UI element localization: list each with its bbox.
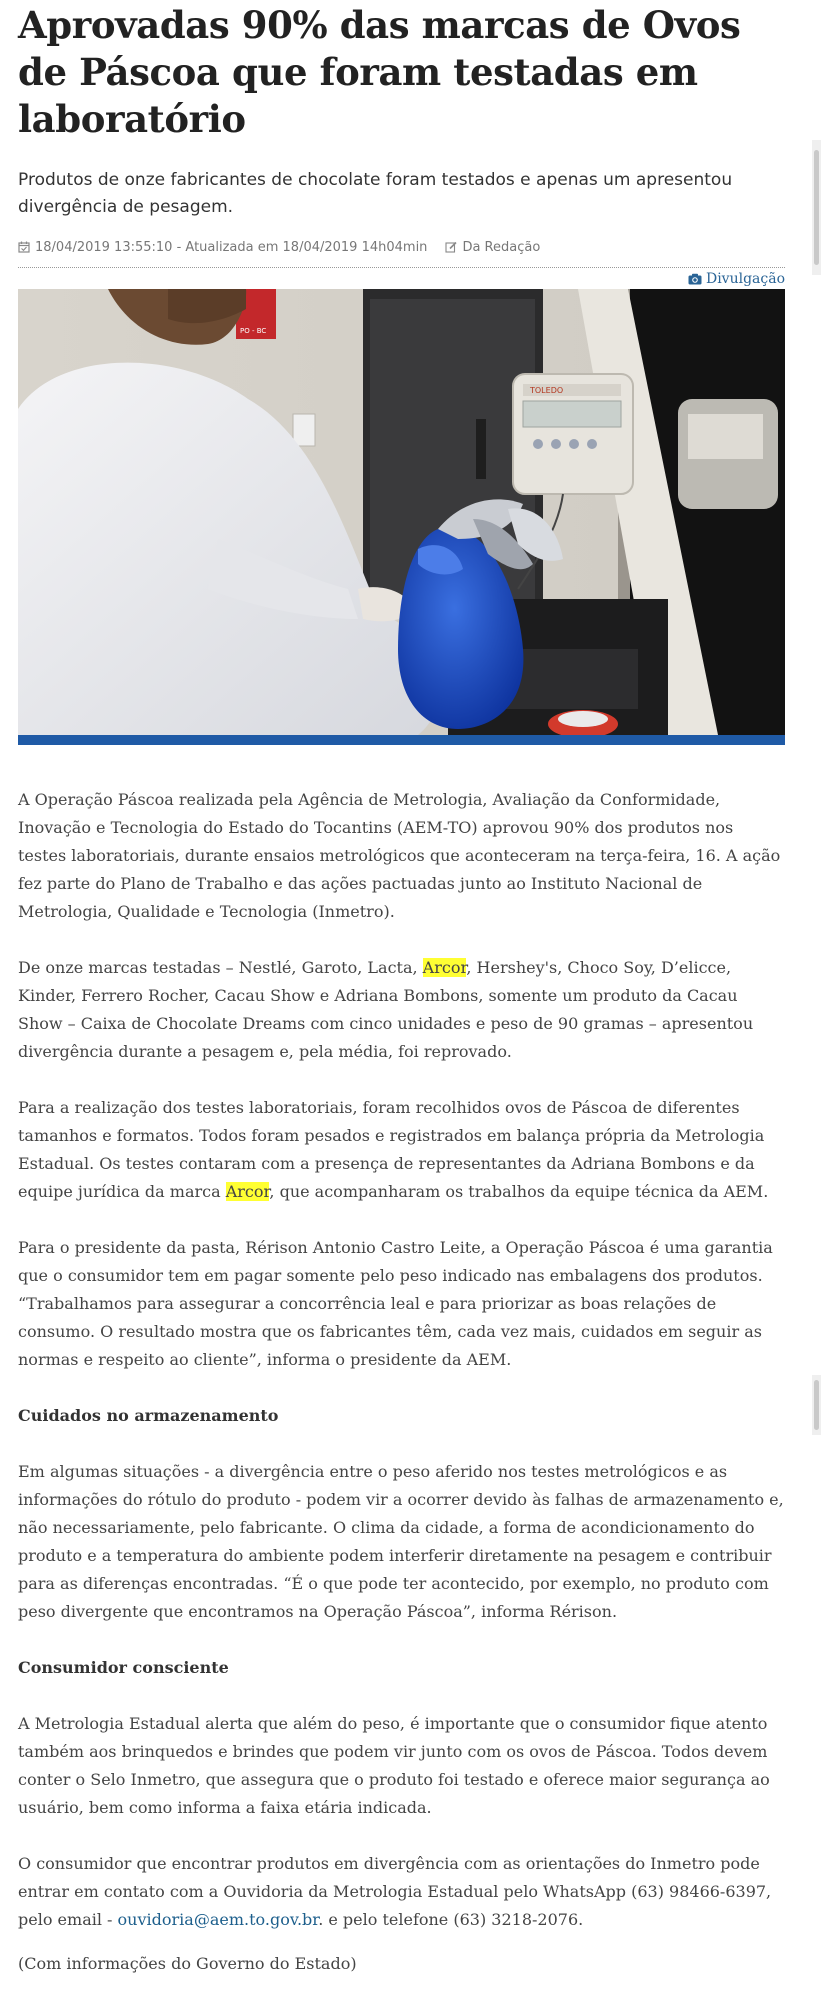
author[interactable] [445, 240, 540, 255]
paragraph [18, 954, 785, 1066]
section-heading-consumer: Consumidor consciente [18, 1658, 229, 1677]
paragraph [18, 1850, 785, 1934]
paragraph-text: , Hershey's, Choco Soy, D’elicce, Kinder, Ferrero Rocher, Cacau Show e Adriana Bombons, somente um produto da Cacau Show – Caixa de Chocolate Dreams com cinco unidades e peso de 90 gramas – apresentou divergência durante a pesagem e, pela média, foi reprovado. [18, 958, 754, 1061]
article-title: Aprovadas 90% das marcas de Ovos de Páscoa que foram testadas em laboratório [18, 3, 741, 141]
article-photo [18, 289, 785, 735]
article-subtitle: Produtos de onze fabricantes de chocolate foram testados e apenas um apresentou divergência de pesagem. [18, 170, 733, 217]
highlighted-term: Arcor [422, 958, 467, 977]
paragraph [18, 1094, 785, 1206]
paragraph-text: O consumidor que encontrar produtos em divergência com as orientações do Inmetro pode entrar em contato com a Ouvidoria da Metrologia Estadual pelo WhatsApp (63) 98466-6397, pelo email - [18, 1854, 772, 1929]
photo-caption-bar [18, 735, 785, 745]
paragraph-text: , que acompanharam os trabalhos da equipe técnica da AEM. [269, 1182, 769, 1201]
article-body [18, 786, 785, 1934]
lab-scene-illustration [18, 289, 785, 735]
source-note: (Com informações do Governo do Estado) [18, 1954, 357, 1973]
scrollbar-thumb-top[interactable] [814, 150, 819, 265]
paragraph-text: . e pelo telefone (63) 3218-2076. [318, 1910, 584, 1929]
paragraph-text: Para a realização dos testes laboratoriais, foram recolhidos ovos de Páscoa de diferentes tamanhos e formatos. Todos foram pesados e registrados em balança própria da Metrologia Estadual. Os testes contaram com a presença de representantes da Adriana Bombons e da equipe jurídica da marca [18, 1098, 765, 1201]
calendar-icon [18, 241, 30, 253]
paragraph: A Operação Páscoa realizada pela Agência de Metrologia, Avaliação da Conformidade, Inovação e Tecnologia do Estado do Tocantins (AEM-TO) aprovou 90% dos produtos nos testes laboratoriais, durante ensaios metrológicos que aconteceram na terça-feira, 16. A ação fez parte do Plano de Trabalho e das ações pactuadas junto ao Instituto Nacional de Metrologia, Qualidade e Tecnologia (Inmetro). [18, 790, 781, 921]
paragraph: Em algumas situações - a divergência entre o peso aferido nos testes metrológicos e as informações do rótulo do produto - podem vir a ocorrer devido às falhas de armazenamento e, não necessariamente, pelo fabricante. O clima da cidade, a forma de acondicionamento do produto e a temperatura do ambiente podem interferir diretamente na pesagem e contribuir para as diferenças encontradas. “É o que pode ter acontecido, por exemplo, no produto com peso divergente que encontramos na Operação Páscoa”, informa Rérison. [18, 1462, 784, 1621]
scale-brand-label: TOLEDO [530, 386, 564, 395]
extinguisher-sign-label: PO - BC [240, 327, 267, 335]
paragraph: A Metrologia Estadual alerta que além do peso, é importante que o consumidor fique atento também aos brinquedos e brindes que podem vir junto com os ovos de Páscoa. Todos devem conter o Selo Inmetro, que assegura que o produto foi testado e oferece maior segurança ao usuário, bem como informa a faixa etária indicada. [18, 1714, 770, 1817]
image-credit-text: Divulgação [705, 271, 785, 287]
section-heading-storage: Cuidados no armazenamento [18, 1406, 279, 1425]
paragraph-text: De onze marcas testadas – Nestlé, Garoto, Lacta, [18, 958, 423, 977]
article [18, 0, 785, 1962]
image-credit [18, 269, 785, 289]
highlighted-term: Arcor [225, 1182, 270, 1201]
article-meta [18, 237, 785, 257]
email-link[interactable]: ouvidoria@aem.to.gov.br [117, 1910, 319, 1929]
meta-divider [18, 267, 785, 268]
publish-date [18, 240, 427, 255]
publish-date-text: 18/04/2019 13:55:10 - Atualizada em 18/04/2019 14h04min [35, 239, 428, 255]
paragraph: Para o presidente da pasta, Rérison Antonio Castro Leite, a Operação Páscoa é uma garantia que o consumidor tem em pagar somente pelo peso indicado nas embalagens dos produtos. “Trabalhamos para assegurar a concorrência leal e para priorizar as boas relações de consumo. O resultado mostra que os fabricantes têm, cada vez mais, cuidados em seguir as normas e respeito ao cliente”, informa o presidente da AEM. [18, 1238, 773, 1369]
edit-icon [445, 241, 457, 253]
camera-icon [688, 273, 702, 285]
scrollbar-thumb-lower[interactable] [814, 1380, 819, 1430]
author-name[interactable]: Da Redação [462, 239, 541, 255]
